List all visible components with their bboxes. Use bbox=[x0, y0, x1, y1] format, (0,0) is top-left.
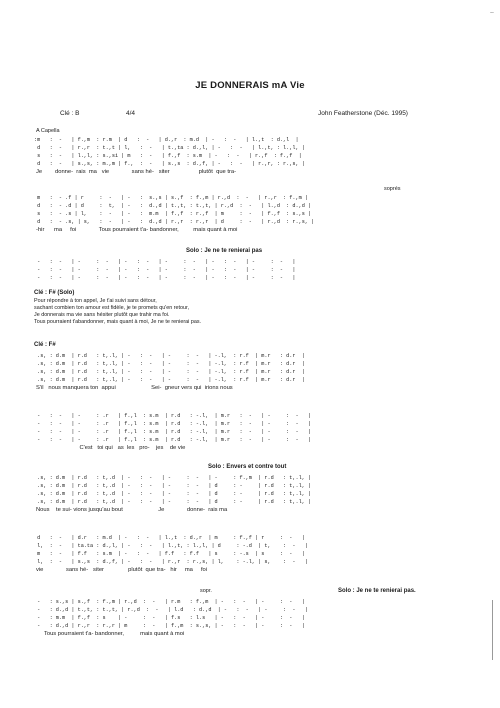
staff-row: .s, : d.m | r.d : t,.l, | - : - | - : - | -.l, : r.f | m.r : d.r | bbox=[34, 353, 305, 359]
staff-row: l, : - | ta.ta : d.,l, | - : - | l.,t, : l.,l, | d : -.d | t, : - | bbox=[34, 543, 308, 549]
music-system-8 bbox=[34, 598, 474, 638]
soprano-marker: soprés bbox=[384, 186, 401, 192]
staff-row: d : - | s.,s, : m.,m | f., : - | s.,s : d.,f, | - : - | r.,r, : r.,s, | bbox=[34, 161, 305, 167]
staff-row: s : - .s | l, : - | - : m.m | f.,f : r.,f | m : - | f.,f : s.,s | bbox=[34, 211, 312, 217]
staff-row: - : - | - : .r | f.,l : s.m | r.d : -.l, | m.r : - | - : - | bbox=[34, 437, 312, 443]
staff-row: - : - | - : .r | f.,l : s.m | r.d : -.l, | m.r : - | - : - | bbox=[34, 429, 312, 435]
staff-row: - : - | - : - | - : - | - : - | - : - | - : - | bbox=[34, 259, 296, 265]
music-system-6 bbox=[34, 474, 474, 514]
section-solo-2: Solo : Envers et contre tout bbox=[208, 464, 287, 470]
staff-row: s : - | l.,l, : s.,si | m : - | f.,f : s.m | - : - | r.,f : f.,f | bbox=[34, 153, 302, 159]
music-system-7 bbox=[34, 534, 474, 574]
staff-row: .s, : d.m | r.d : t,.l, | - : - | - : - | -.l, : r.f | m.r : d.r | bbox=[34, 361, 305, 367]
staff-row: d : - | r.,r : t.,t | l, : - | t.,ta : d.,l, | - : - | l.,t, : l.,l, | bbox=[34, 145, 305, 151]
lyric-line: S'il nous manquera ton appui Sei- gneur vers qui irions nous bbox=[36, 385, 233, 391]
music-system-1 bbox=[34, 136, 474, 176]
staff-row: d : - .d | d : t, | - : d.,d | t.,t, : t.,t, | r.,d : - | l.,d : d.,d | bbox=[34, 203, 312, 209]
staff-row: .s, : d.m | r.d : t,.l, | - : - | - : - | -.l, : r.f | m.r : d.r | bbox=[34, 369, 305, 375]
margin-rule bbox=[492, 600, 496, 660]
key-label: Clé : B bbox=[60, 110, 80, 117]
staff-row: .s, : d.m | r.d : t,.d | - : - | - : - | d : - | r.d : t,.l, | bbox=[34, 483, 312, 489]
time-signature: 4/4 bbox=[126, 110, 136, 117]
lyric-line: Nous te sui- vions jusqu'au bout Je donne- rais ma bbox=[36, 507, 228, 513]
verse-line: sachant combien ton amour est fidèle, je te promets qu'en retour, bbox=[34, 305, 190, 311]
verse-line: Je donnerais ma vie sans hésiter plutôt que trahir ma foi. bbox=[34, 312, 170, 318]
section-cle: Clé : F# bbox=[34, 342, 56, 348]
lyric-line: vie sans hé- siter plutôt que tra- hir ma foi bbox=[36, 567, 208, 573]
page-mark: ~ bbox=[489, 10, 494, 17]
staff-row: l, : - | s.,s : d.,f, | - : - | r.,r : r.,s, | l, : -.l, | s, : - | bbox=[34, 559, 308, 565]
staff-row: .s, : d.m | r.d : t,.l, | - : - | - : - | -.l, : r.f | m.r : d.r | bbox=[34, 377, 305, 383]
verse-line: Tous pourraient t'abandonner, mais quant à moi, Je ne te renierai pas. bbox=[34, 319, 202, 325]
music-system-2 bbox=[34, 194, 474, 234]
staff-row: .s, : d.m | r.d : t,.d | - : - | - : - | d : - | r.d : t,.l, | bbox=[34, 499, 312, 505]
staff-row: .s, : d.m | r.d : t,.d | - : - | - : - | d : - | r.d : t,.l, | bbox=[34, 491, 312, 497]
staff-row: - : - | - : .r | f.,l : s.m | r.d : -.l, | m.r : - | - : - | bbox=[34, 421, 312, 427]
lyric-line: -hir ma foi Tous pourraient t'a- bandonner, mais quant à moi bbox=[36, 227, 238, 233]
music-system-3 bbox=[34, 258, 474, 282]
staff-row: .s, : d.m | r.d : t,.d | - : - | - : - | - : f.,m | r.d : t,.l, | bbox=[34, 475, 312, 481]
verse-line: Pour répondre à ton appel, Je t'ai suivi sans détour, bbox=[34, 298, 157, 304]
song-title: JE DONNERAIS mA Vie bbox=[195, 80, 305, 91]
staff-row: - : - | - : - | - : - | - : - | - : - | - : - | bbox=[34, 267, 296, 273]
verse-paragraph bbox=[34, 298, 201, 326]
lyric-line: Tous pourraient t'a- bandonner, mais quant à moi bbox=[36, 631, 185, 637]
staff-row: - : s.,s | s.,f : f.,m | r.,d : - | r.m : f.,m | - : - | - : - | bbox=[34, 599, 305, 605]
soprano-marker: sopr. bbox=[200, 588, 212, 594]
section-solo-3: Solo : Je ne te renierai pas. bbox=[338, 588, 416, 594]
section-acapella: A Capella bbox=[36, 128, 60, 134]
staff-row: - : m.m | f.,f : s | - : - | f.s : l.s | - : - | - : - | bbox=[34, 615, 305, 621]
staff-row: - : - | - : - | - : - | - : - | - : - | - : - | bbox=[34, 275, 296, 281]
section-cle-solo: Clé : F# (Solo) bbox=[34, 290, 75, 296]
staff-row: - : - | - : .r | f.,l : s.m | r.d : -.l, | m.r : - | - : - | bbox=[34, 413, 312, 419]
lyric-line: C'est toi qui as les pro- jes de vie bbox=[36, 445, 186, 451]
staff-row: m : - | f.f : s.m | - : - | f.f : f.f | s : -.s | s : - | bbox=[34, 551, 305, 557]
music-system-5 bbox=[34, 412, 474, 452]
staff-row: m : - .f | r : - | - : s.,s | s.,f : f.,m | r.,d : - | r.,r : f.,m | bbox=[34, 195, 308, 201]
staff-row: - : d.,d | r.,r : r.,r | m : - | f.,m : s.,s, | - : - | - : - | bbox=[34, 623, 305, 629]
staff-row: d : - .s, | s, : - | - : d.,d | r.,r : r.,r | d : - | r.,d : r.,s, | bbox=[34, 219, 315, 225]
section-solo-1: Solo : Je ne te renierai pas bbox=[186, 248, 263, 254]
staff-row: :m : - | f.,m : r.m | d : - | d.,r : m.d | - : - | l.,t : d.,l | bbox=[34, 137, 299, 143]
author-credit: John Featherstone (Déc. 1995) bbox=[318, 110, 408, 117]
lyric-line: Je donne- rais ma vie sans hé- siter plutôt que tra- bbox=[36, 169, 237, 175]
staff-row: d : - | d.r : m.d | - : - | l.,t : d.,r | m : f.,f | r : - | bbox=[34, 535, 305, 541]
music-system-4 bbox=[34, 352, 474, 392]
staff-row: - : d.,d | t.,t, : t.,t, | r.,d : - | l.d : d.,d | - : - | - : - | bbox=[34, 607, 308, 613]
